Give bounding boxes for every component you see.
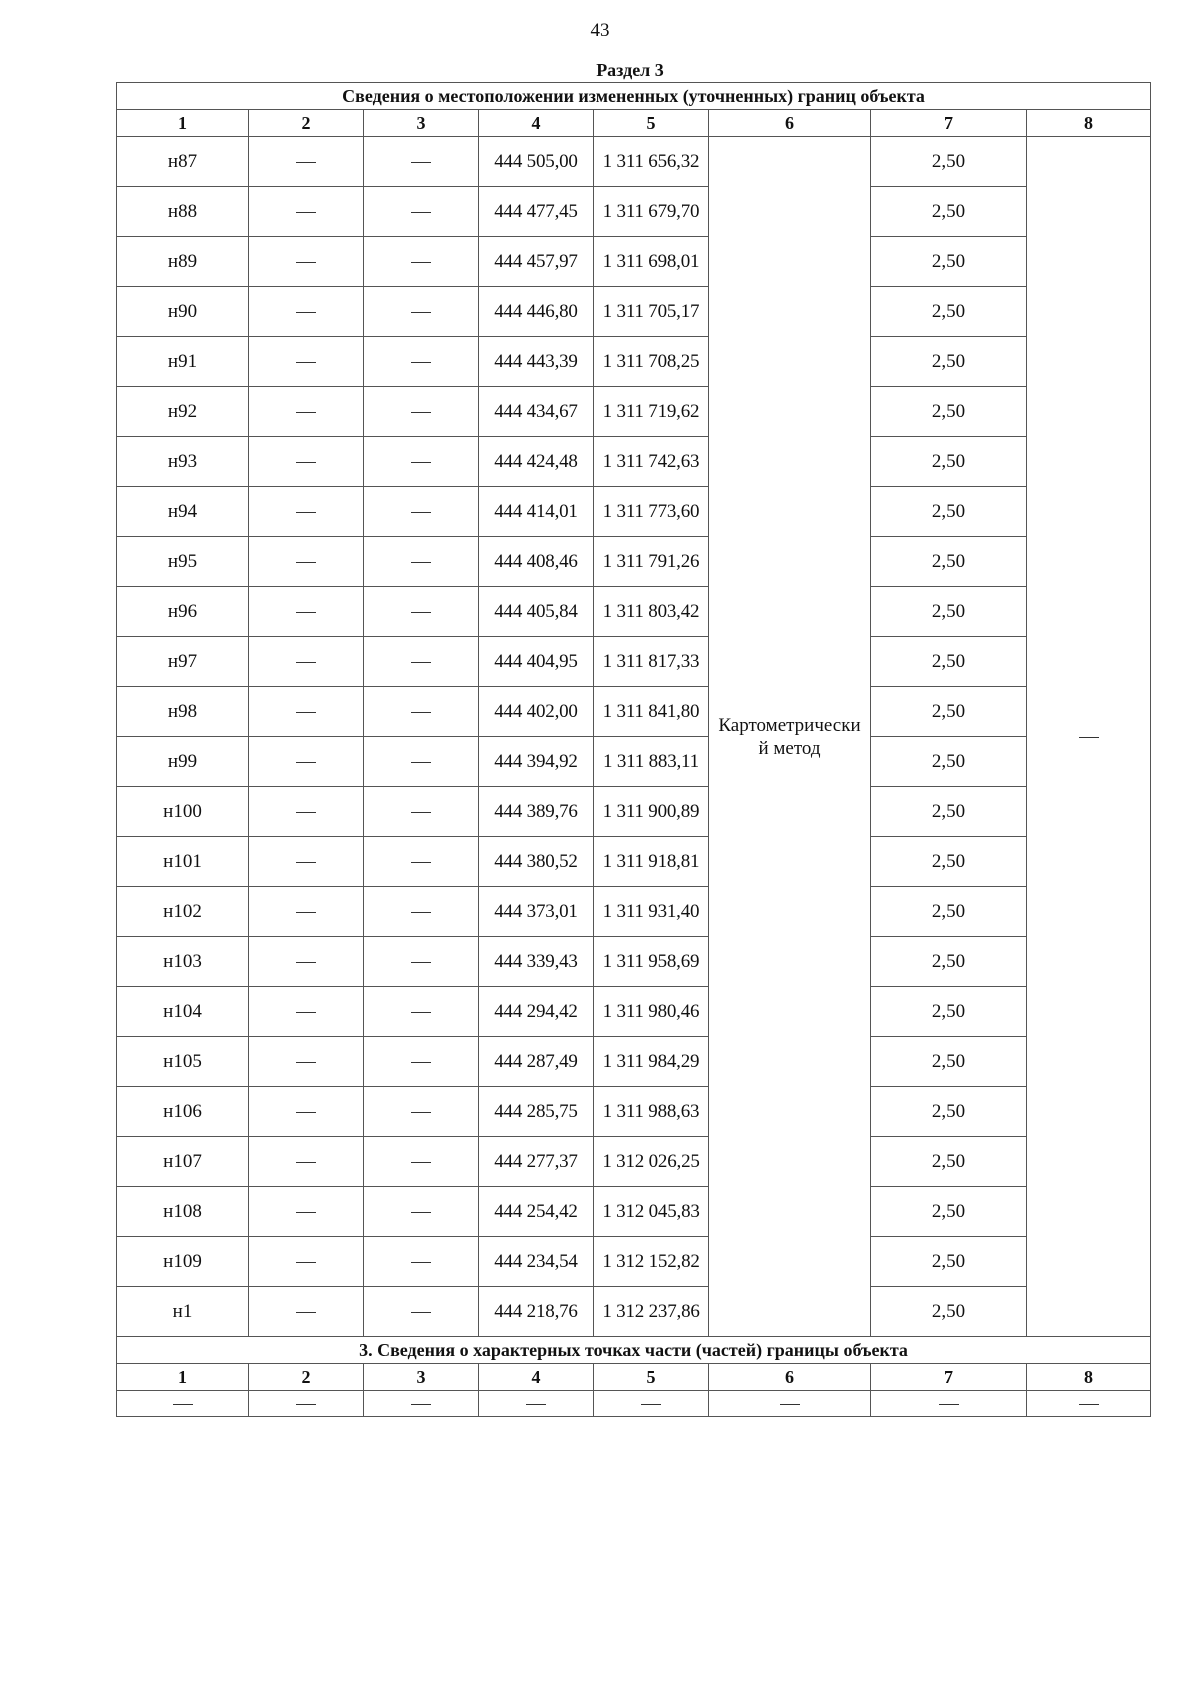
- precision-cell: 2,50: [871, 1187, 1027, 1237]
- point-name-cell: н92: [117, 387, 249, 437]
- point-name-cell: н103: [117, 937, 249, 987]
- point-name-cell: н89: [117, 237, 249, 287]
- y-coordinate-cell: 1 311 742,63: [594, 437, 709, 487]
- y-coordinate-cell: 1 311 803,42: [594, 587, 709, 637]
- dash-mark: [173, 1404, 193, 1405]
- old-x-cell: [249, 1237, 364, 1287]
- column-number: 7: [871, 110, 1027, 137]
- dash-mark: [296, 812, 316, 813]
- old-x-cell: [249, 187, 364, 237]
- table-row: [117, 187, 1151, 237]
- point-name-cell: н98: [117, 687, 249, 737]
- column-number: 7: [871, 1364, 1027, 1391]
- x-coordinate-cell: 444 408,46: [479, 537, 594, 587]
- x-coordinate-cell: 444 457,97: [479, 237, 594, 287]
- old-y-cell: [364, 437, 479, 487]
- y-coordinate-cell: 1 311 958,69: [594, 937, 709, 987]
- precision-cell: 2,50: [871, 187, 1027, 237]
- table2-column-numbers: [117, 1364, 1151, 1391]
- method-line2: й метод: [758, 737, 821, 759]
- section-title: Раздел 3: [596, 60, 664, 80]
- dash-mark: [411, 812, 431, 813]
- dash-mark: [296, 1062, 316, 1063]
- y-coordinate-cell: 1 312 237,86: [594, 1287, 709, 1337]
- column-number: 8: [1027, 1364, 1151, 1391]
- y-coordinate-cell: 1 312 152,82: [594, 1237, 709, 1287]
- x-coordinate-cell: 444 277,37: [479, 1137, 594, 1187]
- dash-mark: [296, 362, 316, 363]
- old-y-cell: [364, 937, 479, 987]
- x-coordinate-cell: 444 218,76: [479, 1287, 594, 1337]
- dash-mark: [411, 412, 431, 413]
- dash-mark: [411, 362, 431, 363]
- point-name-cell: н108: [117, 1187, 249, 1237]
- old-y-cell: [364, 537, 479, 587]
- y-coordinate-cell: 1 311 773,60: [594, 487, 709, 537]
- table-row: [117, 687, 1151, 737]
- old-y-cell: [364, 637, 479, 687]
- dash-mark: [296, 1312, 316, 1313]
- x-coordinate-cell: 444 424,48: [479, 437, 594, 487]
- old-y-cell: [364, 187, 479, 237]
- dash-mark: [411, 662, 431, 663]
- precision-cell: 2,50: [871, 1037, 1027, 1087]
- table-row: [117, 887, 1151, 937]
- y-coordinate-cell: 1 311 988,63: [594, 1087, 709, 1137]
- precision-cell: 2,50: [871, 587, 1027, 637]
- empty-cell: [594, 1391, 709, 1417]
- dash-mark: [411, 1062, 431, 1063]
- point-name-cell: н93: [117, 437, 249, 487]
- x-coordinate-cell: 444 434,67: [479, 387, 594, 437]
- dash-mark: [411, 1262, 431, 1263]
- old-y-cell: [364, 987, 479, 1037]
- page-number: 43: [590, 20, 610, 41]
- old-x-cell: [249, 137, 364, 187]
- dash-mark: [411, 512, 431, 513]
- old-y-cell: [364, 337, 479, 387]
- precision-cell: 2,50: [871, 487, 1027, 537]
- table-row: [117, 587, 1151, 637]
- y-coordinate-cell: 1 311 656,32: [594, 137, 709, 187]
- point-name-cell: н99: [117, 737, 249, 787]
- old-y-cell: [364, 237, 479, 287]
- old-x-cell: [249, 537, 364, 587]
- y-coordinate-cell: 1 311 980,46: [594, 987, 709, 1037]
- precision-cell: 2,50: [871, 987, 1027, 1037]
- old-y-cell: [364, 137, 479, 187]
- x-coordinate-cell: 444 404,95: [479, 637, 594, 687]
- dash-mark: [296, 912, 316, 913]
- y-coordinate-cell: 1 311 791,26: [594, 537, 709, 587]
- dash-mark: [411, 712, 431, 713]
- y-coordinate-cell: 1 311 705,17: [594, 287, 709, 337]
- old-y-cell: [364, 687, 479, 737]
- precision-cell: 2,50: [871, 637, 1027, 687]
- table1-column-numbers: [117, 110, 1151, 137]
- precision-cell: 2,50: [871, 687, 1027, 737]
- point-name-cell: н97: [117, 637, 249, 687]
- dash-mark: [780, 1404, 800, 1405]
- point-name-cell: н109: [117, 1237, 249, 1287]
- y-coordinate-cell: 1 311 931,40: [594, 887, 709, 937]
- old-y-cell: [364, 837, 479, 887]
- old-y-cell: [364, 287, 479, 337]
- table-row: [117, 137, 1151, 187]
- y-coordinate-cell: 1 311 841,80: [594, 687, 709, 737]
- precision-cell: 2,50: [871, 237, 1027, 287]
- old-x-cell: [249, 387, 364, 437]
- point-name-cell: н94: [117, 487, 249, 537]
- old-y-cell: [364, 487, 479, 537]
- table-row: [117, 637, 1151, 687]
- point-name-cell: н1: [117, 1287, 249, 1337]
- precision-cell: 2,50: [871, 937, 1027, 987]
- dash-mark: [296, 312, 316, 313]
- point-name-cell: н88: [117, 187, 249, 237]
- point-name-cell: н100: [117, 787, 249, 837]
- y-coordinate-cell: 1 311 719,62: [594, 387, 709, 437]
- dash-mark: [296, 1112, 316, 1113]
- column-number: 1: [117, 110, 249, 137]
- dash-mark: [296, 212, 316, 213]
- column-number: 4: [479, 110, 594, 137]
- point-name-cell: н87: [117, 137, 249, 187]
- table-row: [117, 737, 1151, 787]
- table-row: [117, 787, 1151, 837]
- y-coordinate-cell: 1 312 026,25: [594, 1137, 709, 1187]
- x-coordinate-cell: 444 287,49: [479, 1037, 594, 1087]
- dash-mark: [411, 312, 431, 313]
- old-x-cell: [249, 687, 364, 737]
- column-number: 6: [709, 110, 871, 137]
- dash-mark: [296, 1262, 316, 1263]
- column-number: 2: [249, 1364, 364, 1391]
- dash-mark: [296, 562, 316, 563]
- y-coordinate-cell: 1 311 817,33: [594, 637, 709, 687]
- y-coordinate-cell: 1 311 900,89: [594, 787, 709, 837]
- old-y-cell: [364, 1237, 479, 1287]
- dash-mark: [411, 212, 431, 213]
- old-y-cell: [364, 1137, 479, 1187]
- dash-mark: [296, 762, 316, 763]
- dash-mark: [296, 662, 316, 663]
- x-coordinate-cell: 444 446,80: [479, 287, 594, 337]
- y-coordinate-cell: 1 311 984,29: [594, 1037, 709, 1087]
- column-number: 3: [364, 1364, 479, 1391]
- dash-mark: [411, 1212, 431, 1213]
- dash-mark: [1079, 1404, 1099, 1405]
- old-x-cell: [249, 737, 364, 787]
- x-coordinate-cell: 444 285,75: [479, 1087, 594, 1137]
- description-cell: [1027, 137, 1151, 1337]
- y-coordinate-cell: 1 311 708,25: [594, 337, 709, 387]
- old-x-cell: [249, 637, 364, 687]
- method-line1: Картометрически: [718, 714, 861, 736]
- dash-mark: [296, 862, 316, 863]
- y-coordinate-cell: 1 311 698,01: [594, 237, 709, 287]
- dash-mark: [296, 612, 316, 613]
- dash-mark: [296, 1012, 316, 1013]
- dash-mark: [411, 1012, 431, 1013]
- precision-cell: 2,50: [871, 887, 1027, 937]
- precision-cell: 2,50: [871, 1237, 1027, 1287]
- empty-cell: [709, 1391, 871, 1417]
- old-x-cell: [249, 1087, 364, 1137]
- table-row: [117, 837, 1151, 887]
- table-row: [117, 287, 1151, 337]
- column-number: 1: [117, 1364, 249, 1391]
- dash-mark: [641, 1404, 661, 1405]
- dash-mark: [296, 712, 316, 713]
- point-name-cell: н96: [117, 587, 249, 637]
- old-y-cell: [364, 887, 479, 937]
- old-x-cell: [249, 787, 364, 837]
- dash-mark: [1079, 737, 1099, 738]
- column-number: 4: [479, 1364, 594, 1391]
- old-y-cell: [364, 1037, 479, 1087]
- dash-mark: [296, 262, 316, 263]
- old-x-cell: [249, 1187, 364, 1237]
- x-coordinate-cell: 444 294,42: [479, 987, 594, 1037]
- dash-mark: [411, 912, 431, 913]
- precision-cell: 2,50: [871, 287, 1027, 337]
- old-x-cell: [249, 1037, 364, 1087]
- x-coordinate-cell: 444 443,39: [479, 337, 594, 387]
- table-row: [117, 1137, 1151, 1187]
- table-row: [117, 437, 1151, 487]
- dash-mark: [411, 162, 431, 163]
- x-coordinate-cell: 444 394,92: [479, 737, 594, 787]
- empty-cell: [249, 1391, 364, 1417]
- dash-mark: [411, 1162, 431, 1163]
- point-name-cell: н91: [117, 337, 249, 387]
- table2-caption: 3. Сведения о характерных точках части (частей) границы объекта: [117, 1337, 1151, 1364]
- x-coordinate-cell: 444 477,45: [479, 187, 594, 237]
- old-x-cell: [249, 937, 364, 987]
- precision-cell: 2,50: [871, 337, 1027, 387]
- old-y-cell: [364, 1187, 479, 1237]
- old-x-cell: [249, 987, 364, 1037]
- dash-mark: [411, 462, 431, 463]
- empty-cell: [364, 1391, 479, 1417]
- old-x-cell: [249, 1137, 364, 1187]
- empty-cell: [871, 1391, 1027, 1417]
- old-y-cell: [364, 587, 479, 637]
- x-coordinate-cell: 444 254,42: [479, 1187, 594, 1237]
- dash-mark: [411, 862, 431, 863]
- old-y-cell: [364, 787, 479, 837]
- empty-cell: [1027, 1391, 1151, 1417]
- table-row: [117, 537, 1151, 587]
- precision-cell: 2,50: [871, 837, 1027, 887]
- x-coordinate-cell: 444 402,00: [479, 687, 594, 737]
- dash-mark: [411, 962, 431, 963]
- column-number: 5: [594, 110, 709, 137]
- precision-cell: 2,50: [871, 537, 1027, 587]
- x-coordinate-cell: 444 234,54: [479, 1237, 594, 1287]
- old-x-cell: [249, 837, 364, 887]
- y-coordinate-cell: 1 311 883,11: [594, 737, 709, 787]
- x-coordinate-cell: 444 414,01: [479, 487, 594, 537]
- table2-empty-row: [117, 1391, 1151, 1417]
- table-row: [117, 487, 1151, 537]
- y-coordinate-cell: 1 311 679,70: [594, 187, 709, 237]
- empty-cell: [117, 1391, 249, 1417]
- dash-mark: [296, 1404, 316, 1405]
- dash-mark: [411, 562, 431, 563]
- column-number: 8: [1027, 110, 1151, 137]
- precision-cell: 2,50: [871, 737, 1027, 787]
- dash-mark: [296, 412, 316, 413]
- dash-mark: [296, 512, 316, 513]
- x-coordinate-cell: 444 405,84: [479, 587, 594, 637]
- x-coordinate-cell: 444 339,43: [479, 937, 594, 987]
- empty-cell: [479, 1391, 594, 1417]
- old-y-cell: [364, 387, 479, 437]
- boundary-points-table: [116, 82, 1151, 1417]
- table-row: [117, 1237, 1151, 1287]
- x-coordinate-cell: 444 389,76: [479, 787, 594, 837]
- precision-cell: 2,50: [871, 1087, 1027, 1137]
- table1-caption: Сведения о местоположении измененных (уточненных) границ объекта: [117, 83, 1151, 110]
- old-x-cell: [249, 587, 364, 637]
- table-row: [117, 987, 1151, 1037]
- table-row: [117, 1187, 1151, 1237]
- old-x-cell: [249, 487, 364, 537]
- point-name-cell: н105: [117, 1037, 249, 1087]
- point-name-cell: н104: [117, 987, 249, 1037]
- column-number: 5: [594, 1364, 709, 1391]
- precision-cell: 2,50: [871, 437, 1027, 487]
- y-coordinate-cell: 1 311 918,81: [594, 837, 709, 887]
- column-number: 3: [364, 110, 479, 137]
- old-y-cell: [364, 737, 479, 787]
- dash-mark: [411, 1112, 431, 1113]
- dash-mark: [411, 762, 431, 763]
- point-name-cell: н101: [117, 837, 249, 887]
- table-row: [117, 337, 1151, 387]
- precision-cell: 2,50: [871, 387, 1027, 437]
- old-y-cell: [364, 1287, 479, 1337]
- precision-cell: 2,50: [871, 137, 1027, 187]
- method-cell: [709, 137, 871, 1337]
- y-coordinate-cell: 1 312 045,83: [594, 1187, 709, 1237]
- old-x-cell: [249, 287, 364, 337]
- precision-cell: 2,50: [871, 787, 1027, 837]
- table-row: [117, 237, 1151, 287]
- old-x-cell: [249, 1287, 364, 1337]
- table-row: [117, 937, 1151, 987]
- column-number: 2: [249, 110, 364, 137]
- table-row: [117, 1087, 1151, 1137]
- dash-mark: [526, 1404, 546, 1405]
- old-x-cell: [249, 237, 364, 287]
- dash-mark: [411, 262, 431, 263]
- table-row: [117, 1037, 1151, 1087]
- table-row: [117, 1287, 1151, 1337]
- precision-cell: 2,50: [871, 1137, 1027, 1187]
- dash-mark: [939, 1404, 959, 1405]
- dash-mark: [411, 1312, 431, 1313]
- point-name-cell: н90: [117, 287, 249, 337]
- dash-mark: [296, 1162, 316, 1163]
- point-name-cell: н95: [117, 537, 249, 587]
- point-name-cell: н106: [117, 1087, 249, 1137]
- old-y-cell: [364, 1087, 479, 1137]
- dash-mark: [296, 1212, 316, 1213]
- old-x-cell: [249, 437, 364, 487]
- precision-cell: 2,50: [871, 1287, 1027, 1337]
- old-x-cell: [249, 887, 364, 937]
- dash-mark: [296, 462, 316, 463]
- point-name-cell: н102: [117, 887, 249, 937]
- dash-mark: [296, 162, 316, 163]
- x-coordinate-cell: 444 380,52: [479, 837, 594, 887]
- point-name-cell: н107: [117, 1137, 249, 1187]
- x-coordinate-cell: 444 505,00: [479, 137, 594, 187]
- dash-mark: [411, 612, 431, 613]
- old-x-cell: [249, 337, 364, 387]
- table-row: [117, 387, 1151, 437]
- dash-mark: [296, 962, 316, 963]
- column-number: 6: [709, 1364, 871, 1391]
- dash-mark: [411, 1404, 431, 1405]
- x-coordinate-cell: 444 373,01: [479, 887, 594, 937]
